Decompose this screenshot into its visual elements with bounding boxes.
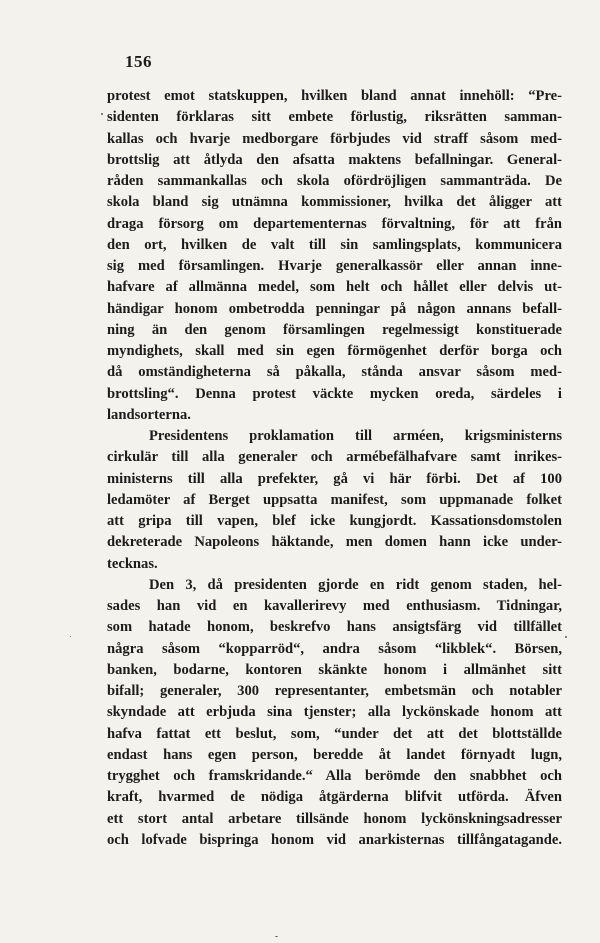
text-line: råden sammankallas och skola ofördröjligen sammanträda. De xyxy=(107,173,562,189)
text-line: kallas och hvarje medborgare förbjudes vid straff såsom med- xyxy=(107,130,562,147)
paragraph-start: Den 3, då presidenten gjorde en ridt genom staden, hel- xyxy=(149,576,562,593)
print-speck xyxy=(275,936,278,937)
text-line: brottslig att åtlyda den afsatta maktens befallningar. General- xyxy=(107,151,562,168)
print-speck xyxy=(70,636,71,637)
print-speck xyxy=(101,113,103,115)
text-line: myndighets, skall med sin egen förmögenhet derför borga och xyxy=(107,343,562,359)
text-line: sig med församlingen. Hvarje generalkassör eller annan inne- xyxy=(107,258,562,274)
body-text xyxy=(107,86,562,851)
text-line: sidenten förklaras sitt embete förlustig, riksrätten samman- xyxy=(107,109,562,126)
text-line: trygghet och framskridande.“ Alla berömde den snabbhet och xyxy=(107,768,562,784)
text-line: kraft, hvarmed de nödiga åtgärderna blifvit utförda. Äfven xyxy=(107,789,562,806)
text-line: ledamöter af Berget uppsatta manifest, som uppmanade folket xyxy=(107,491,562,508)
text-line: skyndade att erbjuda sina tjenster; alla lyckönskade honom att xyxy=(107,704,562,721)
text-line: protest emot statskuppen, hvilken bland annat innehöll: “Pre- xyxy=(107,88,562,104)
print-speck xyxy=(565,636,567,638)
text-line: hafvare af allmänna medel, som helt och hållet eller delvis ut- xyxy=(107,279,562,296)
text-line: dekreterade Napoleons häktande, men domen hann icke under- xyxy=(107,534,562,551)
text-line: landsorterna. xyxy=(107,406,191,423)
text-line: då omständigheterna så påkalla, stånda ansvar såsom med- xyxy=(107,364,562,381)
text-line: och lofvade bispringa honom vid anarkisternas tillfångatagande. xyxy=(107,831,562,848)
text-line: som hatade honom, beskrefvo hans ansigtsfärg vid tillfället xyxy=(107,619,562,636)
text-line: att gripa till vapen, blef icke kungjordt. Kassationsdomstolen xyxy=(107,513,562,529)
text-line: ministerns till alla prefekter, gå vi här förbi. Det af 100 xyxy=(107,470,562,487)
text-line: hafva fattat ett beslut, som, “under det att det blottställde xyxy=(107,725,562,742)
text-line: bifall; generaler, 300 representanter, embetsmän och notabler xyxy=(107,683,562,699)
paragraph-start: Presidentens proklamation till arméen, krigsministerns xyxy=(149,428,562,444)
text-line: cirkulär till alla generaler och armébefälhafvare samt inrikes- xyxy=(107,449,562,466)
text-line: ning än den genom församlingen regelmessigt konstituerade xyxy=(107,321,562,338)
text-line: sades han vid en kavallerirevy med enthusiasm. Tidningar, xyxy=(107,598,562,614)
text-line: några såsom “kopparröd“, andra såsom “likblek“. Börsen, xyxy=(107,640,562,657)
text-line: endast hans egen person, beredde åt landet förnyadt lugn, xyxy=(107,746,562,763)
text-line: brottsling“. Denna protest väckte mycken oreda, särdeles i xyxy=(107,385,562,402)
text-line: tecknas. xyxy=(107,555,158,572)
text-line: skola bland sig utnämna kommissioner, hvilka det åligger att xyxy=(107,194,562,211)
text-line: ett stort antal arbetare tillsände honom lyckönskningsadresser xyxy=(107,810,562,827)
text-line: den ort, hvilken de valt till sin samlingsplats, kommunicera xyxy=(107,236,562,253)
text-line: händigar honom ombetrodda penningar på någon annans befall- xyxy=(107,300,562,317)
page-number: 156 xyxy=(125,52,152,71)
text-line: draga försorg om departementernas förvaltning, för att från xyxy=(107,215,562,232)
text-line: banken, bodarne, kontoren skänkte honom i allmänhet sitt xyxy=(107,661,562,678)
